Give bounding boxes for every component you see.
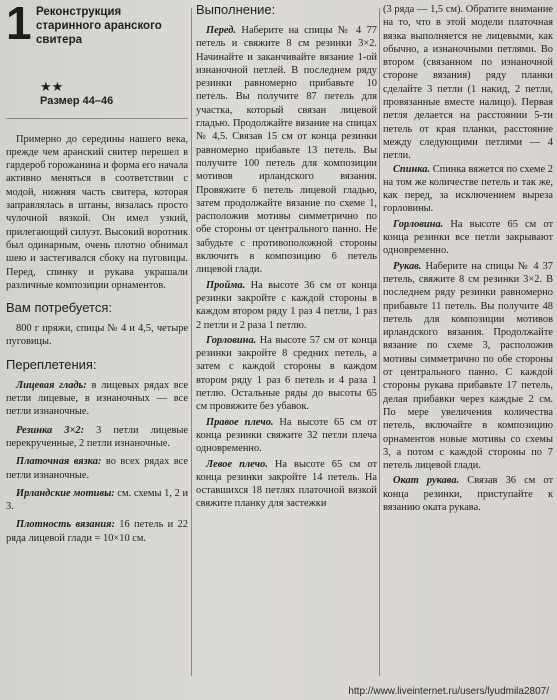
instruction-item — [383, 474, 553, 514]
instruction-text: в лицевых рядах все петли лицевые, в изнаночных — все петли изнаночные. — [6, 379, 189, 418]
patterns-heading: Переплетения: — [6, 356, 97, 372]
header-divider — [6, 118, 188, 119]
instructions-right — [383, 163, 553, 515]
instruction-term: Горловина. — [393, 218, 444, 230]
instruction-text: см. схемы 1, 2 и 3. — [6, 487, 189, 513]
instruction-text: во всех рядах все петли изнаночные. — [6, 456, 188, 481]
instruction-term: Спинка. — [393, 163, 431, 175]
intro-paragraph: Примерно до середины нашего века, прежде чем аранский свитер перешел в гардероб горожанина и форма его начала активно меняться в соответствии с модой, нижняя часть свитера, которая заправлялась в штаны, вязалась просто чулочной вязкой. Он имел узкий, прилегающий силуэт. Высокий воротник был одинарным, очень плотно обнимал шею и застегивался сбоку на пуговицы. Перед, спинку и рукава украшали различные композиции орнаментов. — [6, 133, 188, 291]
size-label: Размер 44–46 — [40, 95, 114, 108]
work-heading: Выполнение: — [196, 2, 276, 17]
instruction-term: Горловина. — [206, 334, 257, 346]
instruction-term: Платочная вязка: — [16, 456, 102, 468]
column-right — [383, 0, 553, 514]
column-left — [6, 0, 188, 545]
instruction-term: Лицевая гладь: — [16, 379, 87, 391]
instruction-text: Наберите на спицы № 4 37 петель, свяжите 8 см резинки 3×2. В последнем ряду резинки равномерно прибавьте 11 петель. Вы получите 48 петель для композиции мотивов ирландского вязания. Продолжайте вязание по схеме 3, расположив мотивы симметрично по обе стороны от центрального панно. С каждой стороны рукава прибавьте 17 петель, делая прибавки через каждые 2 см. По мере увеличения количества петель, включайте в композицию орнаментов новые мотивы со схемы 3, а потом с каждой стороны по 7 петель лицевой глади. — [383, 260, 553, 472]
instruction-item — [383, 163, 553, 216]
instruction-term: Рукав. — [393, 260, 422, 272]
article-header — [6, 0, 188, 78]
instruction-text: Спинка вяжется по схеме 2 на том же количестве петель и так же, как перед, за исключением выреза горловины. — [383, 163, 553, 215]
instruction-item — [6, 379, 188, 419]
instruction-text: На высоте 65 см от конца резинки все петли закрывают одновременно. — [383, 218, 553, 257]
instruction-term: Левое плечо. — [206, 458, 268, 470]
article-number: 1 — [6, 0, 32, 49]
instruction-item — [383, 218, 553, 258]
instruction-text: На высоте 65 см от конца резинки свяжите 32 петли плеча одновременно. — [196, 416, 377, 455]
instruction-item — [6, 455, 188, 482]
instruction-item — [196, 458, 377, 511]
instructions-middle — [196, 24, 377, 511]
instruction-term: Окат рукава. — [393, 475, 460, 487]
instruction-term: Правое плечо. — [206, 416, 274, 428]
instructions-continued: (3 ряда — 1,5 см). Обратите внимание на то, что в этой модели платочная вязка выполняется не лицевыми, как обычно, а изнаночными петлями. Во втором (связанном по изнаночной стороне вязания) ряду планки сделайте 3 петли (1 накид, 2 петли, провязанные вместе налицо). Первая петля делается на расстоянии 5-ти петель от края планки, расстояние между следующими петлями — 4 петли. — [383, 4, 553, 162]
instruction-item — [6, 518, 188, 545]
patterns-list — [6, 379, 188, 545]
instruction-term: Перед. — [206, 25, 236, 36]
instruction-item — [196, 416, 377, 456]
article-title: Реконструкция старинного аранского свитера — [36, 6, 162, 46]
column-divider — [379, 8, 380, 676]
instruction-term: Плотность вязания: — [16, 519, 115, 531]
instruction-item — [6, 424, 188, 451]
instruction-text: 16 петель и 22 ряда лицевой глади = 10×10 см. — [6, 519, 188, 544]
difficulty-stars: ★★ — [40, 79, 64, 94]
materials-text: 800 г пряжи, спицы № 4 и 4,5, четыре пуговицы. — [6, 323, 188, 348]
instruction-text: 3 петли лицевые перекрученные, 2 петли изнаночные. — [6, 424, 188, 449]
instruction-item — [383, 260, 553, 473]
column-middle — [196, 0, 377, 511]
instruction-item — [196, 279, 377, 332]
instruction-text: Связав 36 см от конца резинки, приступайте к вязанию оката рукава. — [383, 475, 554, 513]
instruction-text: На высоте 57 см от конца резинки закройте 8 средних петель, а затем с каждой стороны в каждом втором ряду 1 раз 6 петель и 4 раза 1 петлю. Остальные ряды до высоты 65 см провяжите без убавок. — [196, 334, 377, 413]
instruction-text: На высоте 65 см от конца резинки закройте 14 петель. На оставшихся 18 петлях платочной вязкой свяжите планку для застежки — [196, 458, 377, 510]
column-divider — [191, 8, 192, 676]
source-url: http://www.liveinternet.ru/users/lyudmila2807/ — [348, 686, 549, 697]
instruction-term: Ирландские мотивы: — [16, 487, 115, 499]
instruction-item — [6, 487, 188, 514]
instruction-item — [196, 24, 377, 277]
instruction-term: Резинка 3×2: — [16, 424, 85, 436]
instruction-term: Пройма. — [206, 279, 246, 291]
instruction-text: На высоте 36 см от конца резинки закройте с каждой стороны в каждом втором ряду 1 раз 4 петли, 1 раз 2 петли и 2 раза 1 петлю. — [196, 279, 377, 331]
materials-heading: Вам потребуется: — [6, 300, 112, 316]
instruction-item — [196, 334, 377, 414]
instruction-text: Наберите на спицы № 4 77 петель и свяжите 8 см резинки 3×2. Начинайте и заканчивайте вязание 1-ой изнаночной петлей. В последнем ряду резинки равномерно прибавьте 10 петель. Вы получите 87 петель для участка, который связан лицевой гладью. Продолжайте вязание на спицах № 4,5. Связав 15 см от конца резинки равномерно прибавьте 13 петель. Вы получите 100 петель для композиции мотивов ирландского вязания. Провяжите 6 петель лицевой гладью, затем продолжайте вязание по схеме 1, расположив мотивы симметрично по обе стороны от центрального панно. Не забудьте с противоположной стороны включить в композицию 6 петель лицевой глади. — [196, 25, 377, 276]
